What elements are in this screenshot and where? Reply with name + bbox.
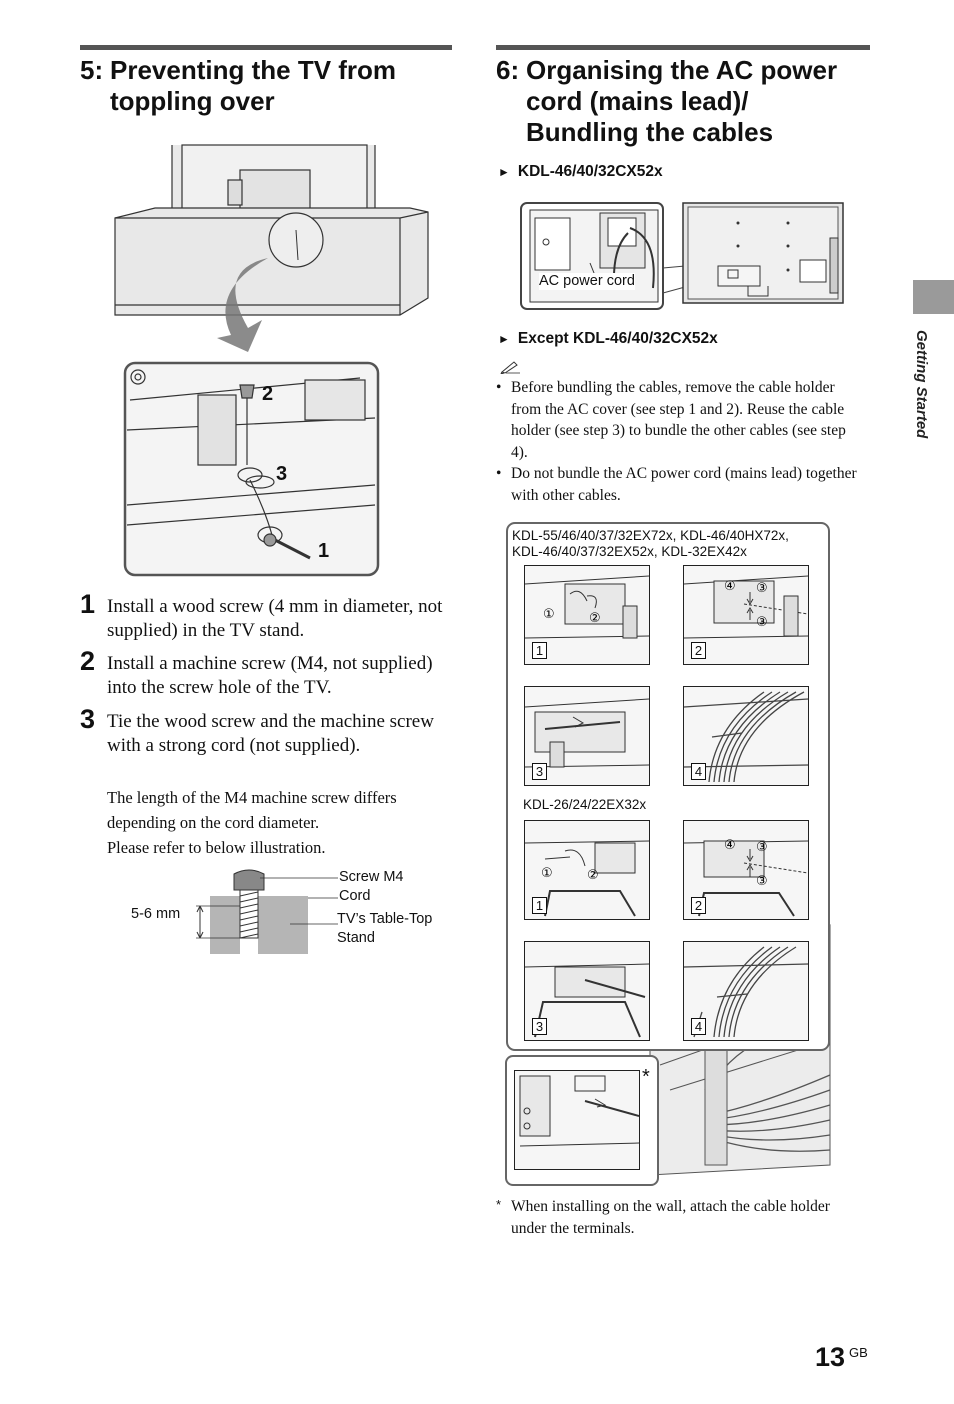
pencil-note-icon (500, 360, 522, 374)
panel-b1 (524, 820, 650, 920)
subheading-cx52x (498, 163, 663, 181)
bullet-text-1: Before bundling the cables, remove the cable holder from the AC cover (see step 1 and 2). Reuse the cable holder (see step 3) to bundle the other cables (see step 4). (511, 379, 846, 461)
section5-title-line1: Preventing the TV from (110, 55, 397, 85)
panel-a4 (683, 686, 809, 786)
subheading-cx52x-text: KDL-46/40/32CX52x (517, 163, 663, 180)
step-1-text: Install a wood screw (4 mm in diameter, not supplied) in the TV stand. (107, 596, 443, 641)
circled-3d: ③ (756, 874, 768, 889)
section6-title-line2: cord (mains lead)/ (526, 86, 749, 116)
circled-4: ④ (724, 579, 736, 594)
panel-b4 (683, 941, 809, 1041)
step-2-text: Install a machine screw (M4, not supplied) into the screw hole of the TV. (107, 653, 433, 698)
panel-b3 (524, 941, 650, 1041)
step-3-text: Tie the wood screw and the machine screw with a strong cord (not supplied). (107, 711, 434, 756)
models-b: KDL-26/24/22EX32x (523, 797, 647, 812)
bullet-item-2: • Do not bundle the AC power cord (mains lead) together with other cables. (496, 465, 857, 504)
panel-number: 2 (691, 642, 706, 659)
section5-rule (80, 45, 452, 50)
models-a-line1: KDL-55/46/40/37/32EX72x, KDL-46/40HX72x, (512, 528, 789, 543)
section5-title (80, 55, 460, 117)
play-triangle-icon-2: ► (498, 332, 510, 346)
circled-2b: ② (587, 868, 599, 883)
section6-title-line3: Bundling the cables (526, 117, 774, 147)
panel-number: 3 (532, 763, 547, 780)
panel-a3 (524, 686, 650, 786)
callout-2: 2 (262, 383, 274, 405)
note-line-3: Please refer to below illustration. (107, 838, 326, 857)
dimension-label: 5-6 mm (131, 906, 181, 922)
circled-1b: ① (541, 866, 553, 881)
panel-a2 (683, 565, 809, 665)
ac-cord-illustration (518, 198, 848, 313)
callout-3: 3 (276, 463, 288, 485)
play-triangle-icon: ► (498, 165, 510, 179)
section6-title (496, 55, 896, 148)
section6-rule (496, 45, 870, 50)
subheading-except-text: Except KDL-46/40/32CX52x (517, 330, 718, 347)
page-suffix: GB (849, 1345, 868, 1360)
circled-3c: ③ (756, 840, 768, 855)
tv-stand-illustration (110, 140, 430, 580)
panel-number: 4 (691, 1018, 706, 1035)
screw-m4-label: Screw M4 (339, 869, 404, 885)
panel-number: 1 (532, 897, 547, 914)
side-tab-label: Getting Started (913, 330, 930, 439)
section6-number: 6: (496, 55, 520, 85)
bullet-list (496, 377, 866, 506)
section6-title-line1: Organising the AC power (526, 55, 838, 85)
footnote (496, 1196, 856, 1240)
cord-label: Cord (339, 888, 371, 904)
panel-number: 2 (691, 897, 706, 914)
panel-number: 4 (691, 763, 706, 780)
section5-title-line2: toppling over (110, 86, 275, 116)
wall-inset-panel (514, 1070, 640, 1170)
footnote-mark: * (496, 1197, 502, 1212)
callout-1: 1 (318, 540, 330, 562)
circled-1: ① (543, 607, 555, 622)
page-number: 13 (815, 1342, 846, 1372)
screw-length-note (107, 785, 467, 860)
step-1-number: 1 (80, 589, 96, 619)
note-line-1: The length of the M4 machine screw differs (107, 788, 397, 807)
bullet-text-2: Do not bundle the AC power cord (mains lead) together with other cables. (511, 465, 857, 504)
stand-label-1: TV’s Table-Top (337, 911, 433, 927)
circled-2: ② (589, 611, 601, 626)
panel-b2 (683, 820, 809, 920)
wall-inset-asterisk: * (642, 1066, 650, 1088)
panel-a1 (524, 565, 650, 665)
stand-label-2: Stand (337, 930, 375, 946)
models-a-line2: KDL-46/40/37/32EX52x, KDL-32EX42x (512, 544, 747, 559)
screw-diagram (190, 868, 340, 963)
circled-3a: ③ (756, 581, 768, 596)
ac-power-cord-label: AC power cord (539, 273, 635, 289)
side-tab-marker (913, 280, 954, 314)
step-3-number: 3 (80, 704, 96, 734)
section5-number: 5: (80, 55, 104, 85)
bullet-item-1: • Before bundling the cables, remove the cable holder from the AC cover (see step 1 and 2). Reuse the cable holder (see step 3) to bundle the other cables (see step 4). (496, 379, 846, 461)
circled-4b: ④ (724, 838, 736, 853)
footnote-text: When installing on the wall, attach the cable holder under the terminals. (511, 1198, 830, 1237)
subheading-except (498, 330, 718, 348)
step-2-number: 2 (80, 646, 96, 676)
note-line-2: depending on the cord diameter. (107, 813, 320, 832)
panel-number: 1 (532, 642, 547, 659)
circled-3b: ③ (756, 615, 768, 630)
panel-number: 3 (532, 1018, 547, 1035)
